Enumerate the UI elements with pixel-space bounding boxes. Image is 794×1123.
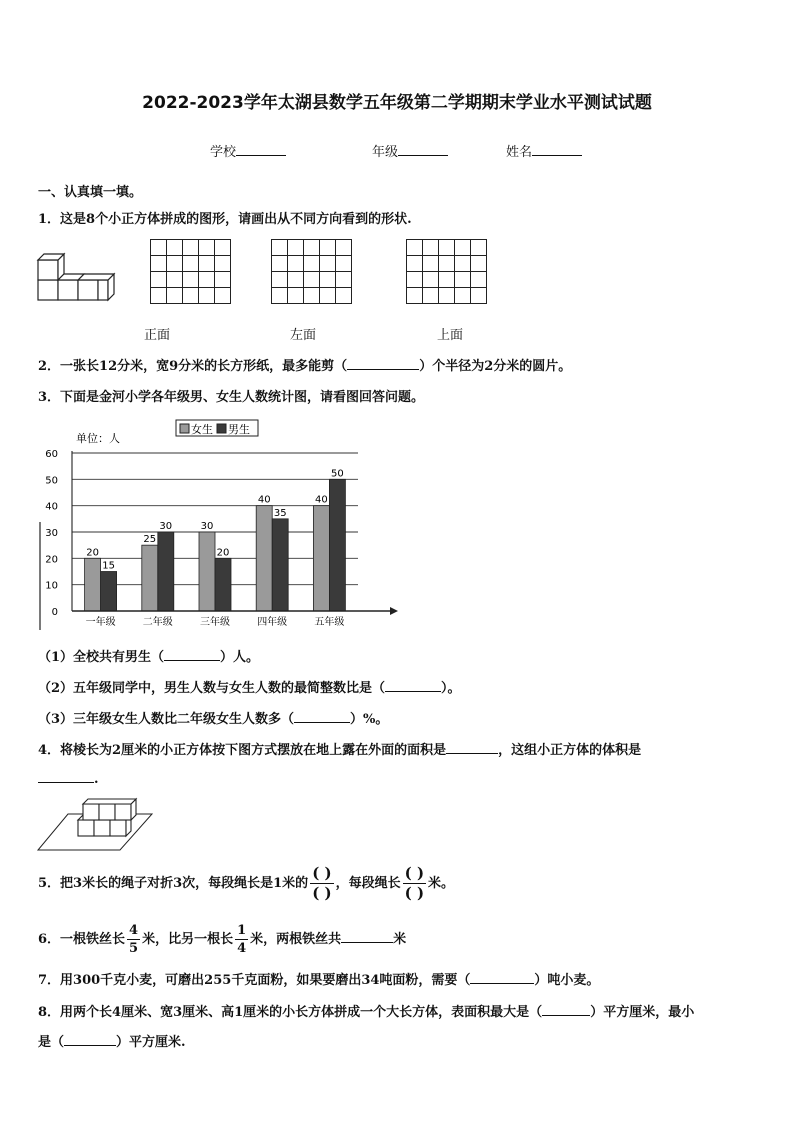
left-view-grid[interactable] [271,239,352,304]
school-label: 学校 [210,145,237,160]
bar-value-label: 50 [331,468,344,480]
y-tick-label: 20 [45,554,58,566]
y-tick-label: 0 [51,607,58,618]
q6-mid1: 米，比另一根长 [142,932,234,947]
q5-prefix: 5．把3米长的绳子对折3次，每段绳长是1米的 [38,876,309,891]
bar-male [158,532,174,611]
top-view-label: 上面 [437,328,464,343]
question-3-3 [38,708,388,727]
legend-label-female: 女生 [191,423,213,436]
chart-legend [176,420,258,436]
x-tick-label: 四年级 [257,617,288,628]
name-field [506,141,582,160]
y-tick-label: 30 [45,528,58,539]
q3-3-prefix: （3）三年级女生人数比二年级女生人数多（ [38,712,295,727]
bar-value-label: 20 [86,547,99,559]
grade-label: 年级 [372,145,399,160]
q3-1-suffix: ）人。 [220,650,260,665]
name-blank[interactable] [532,143,582,156]
q8-line2-prefix: 是（ [38,1035,65,1050]
q2-suffix: ）个半径为2分米的圆片。 [419,359,572,374]
gender-bar-chart [36,414,406,634]
bar-female [199,532,215,611]
q7-blank[interactable] [470,971,534,984]
question-5 [38,866,454,901]
bar-value-label: 30 [200,521,214,532]
q7-suffix: ）吨小麦。 [534,973,600,988]
chart-x-ticks [86,615,345,628]
q3-3-suffix: ）%。 [350,712,389,727]
legend-swatch-male [217,424,226,433]
bar-male [215,558,231,611]
q6-prefix: 6．一根铁丝长 [38,932,126,947]
question-4-cont [38,770,99,787]
bar-value-label: 40 [315,494,328,506]
legend-label-male: 男生 [228,423,250,436]
name-label: 姓名 [506,145,533,160]
bar-value-label: 15 [102,560,115,572]
front-view-grid[interactable] [150,239,231,304]
bar-male [272,519,288,611]
question-1: 1．这是8个小正方体拼成的图形，请画出从不同方向看到的形状. [38,212,412,227]
q8-line1-prefix: 8．用两个长4厘米、宽3厘米、高1厘米的小长方体拼成一个大长方体，表面积最大是（ [38,1005,543,1020]
q6-mid2: 米，两根铁丝共 [250,932,342,947]
q7-prefix: 7．用300千克小麦，可磨出255千克面粉，如果要磨出34吨面粉，需要（ [38,973,471,988]
page-title: 2022-2023学年太湖县数学五年级第二学期期末学业水平测试试题 [142,93,652,113]
q8-blank-2[interactable] [64,1033,116,1046]
front-view-label: 正面 [144,328,171,343]
q8-line2-suffix: ）平方厘米. [116,1035,186,1050]
q2-blank[interactable] [347,357,419,370]
q5-fraction-blank-2[interactable]: $\frac{( )}{( )}$ [404,864,425,902]
bar-value-label: 35 [273,507,287,519]
x-tick-label: 一年级 [85,617,116,628]
question-6 [38,924,406,955]
q3-2-prefix: （2）五年级同学中，男生人数与女生人数的最简整数比是（ [38,681,386,696]
x-axis-arrow-icon [390,607,398,615]
left-view-label: 左面 [290,328,317,343]
q4-end: . [94,772,99,787]
q4-middle: ，这组小正方体的体积是 [498,743,642,758]
x-tick-label: 三年级 [200,617,230,628]
q3-1-blank[interactable] [164,648,220,661]
q6-suffix: 米 [393,932,407,947]
bar-male [101,572,117,612]
q3-1-prefix: （1）全校共有男生（ [38,650,165,665]
q5-middle: ，每段绳长 [335,876,401,891]
question-8-cont [38,1031,186,1050]
school-blank[interactable] [236,143,286,156]
bar-male [329,479,345,611]
section-heading: 一、认真填一填。 [38,185,143,200]
y-tick-label: 50 [45,475,58,487]
legend-swatch-female [180,424,189,433]
q4-prefix: 4．将棱长为2厘米的小正方体按下图方式摆放在地上露在外面的面积是 [38,743,447,758]
chart-unit-label: 单位：人 [76,432,120,445]
q5-fraction-blank-1[interactable]: $\frac{( )}{( )}$ [312,864,332,902]
cubes-on-ground-figure [36,794,156,856]
bar-value-label: 25 [143,534,157,546]
q5-suffix: 米。 [428,876,455,891]
question-3-2 [38,677,461,696]
x-tick-label: 五年级 [314,617,345,628]
question-8 [38,1001,694,1020]
question-4 [38,739,641,758]
q3-3-blank[interactable] [294,710,350,723]
bar-female [142,545,158,611]
question-3-1 [38,646,259,665]
question-7 [38,969,599,988]
q2-prefix: 2．一张长12分米，宽9分米的长方形纸，最多能剪（ [38,359,348,374]
grade-blank[interactable] [398,143,448,156]
q6-fraction-2: $\frac{1}{4}$ [237,923,247,956]
y-tick-label: 10 [45,580,58,592]
bar-value-label: 40 [257,494,271,506]
q6-fraction-1: $\frac{4}{5}$ [129,923,139,956]
bar-female [256,506,272,611]
school-field [210,141,286,160]
bar-value-label: 20 [216,547,230,559]
question-2 [38,355,571,374]
q3-2-blank[interactable] [385,679,441,692]
x-tick-label: 二年级 [142,617,173,628]
bar-female [313,506,329,611]
bar-value-label: 30 [159,521,173,532]
grade-field [372,141,448,160]
y-tick-label: 60 [45,449,58,460]
q4-blank-2[interactable] [38,770,94,783]
q4-blank-1[interactable] [446,741,498,754]
top-view-grid[interactable] [406,239,487,304]
chart-y-ticks [45,449,58,618]
q8-line1-mid: ）平方厘米，最小 [590,1005,695,1020]
q8-blank-1[interactable] [542,1003,590,1016]
cube-stack-figure [36,243,118,303]
question-3: 3．下面是金河小学各年级男、女生人数统计图，请看图回答问题。 [38,390,425,405]
bar-female [85,558,101,611]
y-tick-label: 40 [45,501,58,513]
q6-blank[interactable] [341,930,393,943]
q3-2-suffix: ）。 [441,681,461,696]
chart-bars [85,479,346,611]
